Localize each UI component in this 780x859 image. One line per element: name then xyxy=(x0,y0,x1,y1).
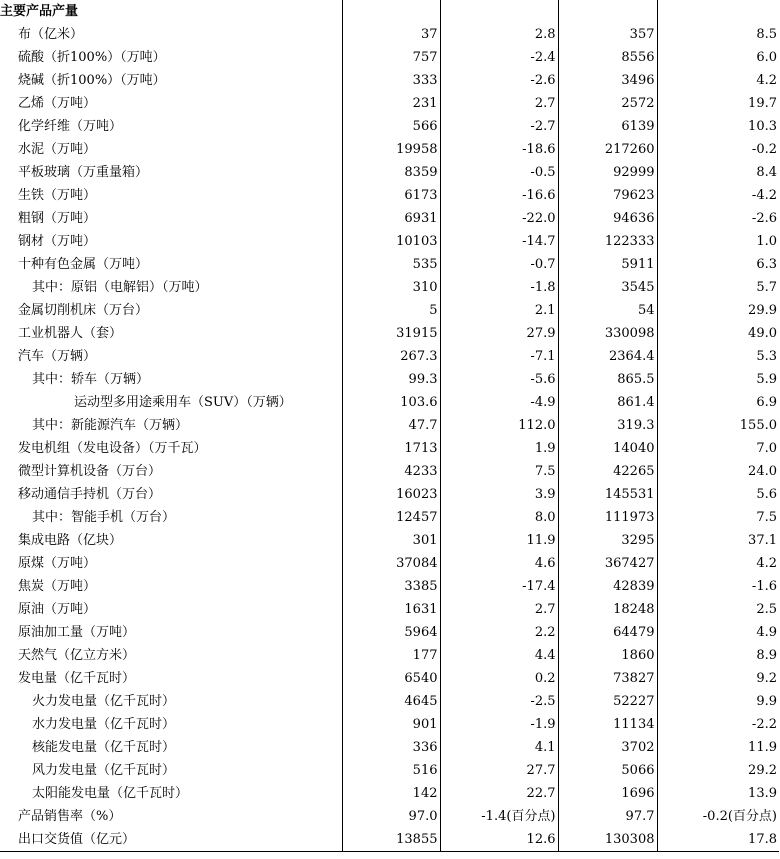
table-row xyxy=(0,345,779,368)
value-cell-col3: 42839 xyxy=(558,575,657,598)
value-cell-col3: 111973 xyxy=(558,506,657,529)
value-cell-col3: 357 xyxy=(558,23,657,46)
product-name-cell: 运动型多用途乘用车（SUV）（万辆） xyxy=(74,395,292,410)
value-cell-col2: 4.4 xyxy=(440,644,558,667)
value-cell-col1: 8359 xyxy=(342,161,440,184)
value-cell-col2: 112.0 xyxy=(440,414,558,437)
table-row xyxy=(0,391,779,414)
value-cell-col4: 4.2 xyxy=(657,552,779,575)
value-cell-col1: 267.3 xyxy=(342,345,440,368)
value-cell-col1: 310 xyxy=(342,276,440,299)
value-cell-col4: 9.2 xyxy=(657,667,779,690)
table-row xyxy=(0,828,779,852)
value-cell-col2: -5.6 xyxy=(440,368,558,391)
value-cell-col4: 37.1 xyxy=(657,529,779,552)
value-cell-col1: 6173 xyxy=(342,184,440,207)
value-cell-col4: 17.8 xyxy=(657,828,779,852)
value-cell-col3: 1860 xyxy=(558,644,657,667)
value-cell-col3: 73827 xyxy=(558,667,657,690)
value-cell-col1: 336 xyxy=(342,736,440,759)
value-cell-col3: 94636 xyxy=(558,207,657,230)
value-cell-col4: 13.9 xyxy=(657,782,779,805)
value-cell-col3: 11134 xyxy=(558,713,657,736)
value-cell-col4: 7.0 xyxy=(657,437,779,460)
table-row xyxy=(0,92,779,115)
table-row xyxy=(0,644,779,667)
table-row xyxy=(0,483,779,506)
value-cell-col4: 6.0 xyxy=(657,46,779,69)
value-cell-col4: -0.2 xyxy=(657,138,779,161)
value-cell-col4: -2.6 xyxy=(657,207,779,230)
value-cell-col4: 5.9 xyxy=(657,368,779,391)
product-name-cell: 水力发电量（亿千瓦时） xyxy=(32,717,176,732)
table-row xyxy=(0,207,779,230)
value-cell-col3: 3545 xyxy=(558,276,657,299)
table-row xyxy=(0,713,779,736)
product-name-cell: 其中：智能手机（万台） xyxy=(32,510,176,525)
product-name-cell: 移动通信手持机（万台） xyxy=(18,487,162,502)
table-row xyxy=(0,69,779,92)
value-cell-col1: 177 xyxy=(342,644,440,667)
empty-cell xyxy=(342,0,440,23)
product-name-cell: 钢材（万吨） xyxy=(18,234,97,249)
table-row xyxy=(0,506,779,529)
value-cell-col2: 8.0 xyxy=(440,506,558,529)
product-name-cell: 出口交货值（亿元） xyxy=(0,828,342,852)
value-cell-col2: 27.9 xyxy=(440,322,558,345)
value-cell-col2: 1.9 xyxy=(440,437,558,460)
value-cell-col4: -1.6 xyxy=(657,575,779,598)
value-cell-col4: -2.2 xyxy=(657,713,779,736)
value-cell-col3: 3702 xyxy=(558,736,657,759)
product-name-cell: 硫酸（折100%）（万吨） xyxy=(18,50,166,65)
value-cell-col1: 4645 xyxy=(342,690,440,713)
value-cell-col2: 3.9 xyxy=(440,483,558,506)
section-header-row xyxy=(0,0,779,23)
value-cell-col2: -7.1 xyxy=(440,345,558,368)
table-row xyxy=(0,805,779,828)
value-cell-col3: 2572 xyxy=(558,92,657,115)
value-cell-col4: 8.5 xyxy=(657,23,779,46)
table-row xyxy=(0,253,779,276)
table-row xyxy=(0,529,779,552)
product-name-cell: 原油（万吨） xyxy=(18,602,97,617)
value-cell-col2: -16.6 xyxy=(440,184,558,207)
value-cell-col3: 5066 xyxy=(558,759,657,782)
value-cell-col3: 217260 xyxy=(558,138,657,161)
empty-cell xyxy=(657,0,779,23)
value-cell-col1: 4233 xyxy=(342,460,440,483)
value-cell-col4: 19.7 xyxy=(657,92,779,115)
value-cell-col4: 4.2 xyxy=(657,69,779,92)
value-cell-col1: 757 xyxy=(342,46,440,69)
value-cell-col3: 130308 xyxy=(558,828,657,852)
value-cell-col3: 5911 xyxy=(558,253,657,276)
value-cell-col3: 2364.4 xyxy=(558,345,657,368)
value-cell-col3: 3295 xyxy=(558,529,657,552)
value-cell-col4: 2.5 xyxy=(657,598,779,621)
table-row xyxy=(0,184,779,207)
value-cell-col1: 516 xyxy=(342,759,440,782)
table-row xyxy=(0,368,779,391)
value-cell-col1: 47.7 xyxy=(342,414,440,437)
table-row xyxy=(0,782,779,805)
value-cell-col1: 13855 xyxy=(342,828,440,852)
value-cell-col1: 6931 xyxy=(342,207,440,230)
table-row xyxy=(0,276,779,299)
product-name-cell: 风力发电量（亿千瓦时） xyxy=(32,763,176,778)
value-cell-col2: 7.5 xyxy=(440,460,558,483)
section-title: 主要产品产量 xyxy=(0,4,79,19)
value-cell-col3: 14040 xyxy=(558,437,657,460)
product-name-cell: 布（亿米） xyxy=(18,27,84,42)
value-cell-col3: 861.4 xyxy=(558,391,657,414)
value-cell-col1: 142 xyxy=(342,782,440,805)
value-cell-col2: -0.5 xyxy=(440,161,558,184)
value-cell-col4: 8.9 xyxy=(657,644,779,667)
table-row xyxy=(0,667,779,690)
value-cell-col4: 7.5 xyxy=(657,506,779,529)
value-cell-col1: 566 xyxy=(342,115,440,138)
value-cell-col3: 18248 xyxy=(558,598,657,621)
value-cell-col1: 37 xyxy=(342,23,440,46)
value-cell-col3: 79623 xyxy=(558,184,657,207)
product-name-cell: 水泥（万吨） xyxy=(18,142,97,157)
table-row xyxy=(0,598,779,621)
value-cell-col3: 54 xyxy=(558,299,657,322)
value-cell-col2: -2.6 xyxy=(440,69,558,92)
value-cell-col3: 367427 xyxy=(558,552,657,575)
table-row xyxy=(0,46,779,69)
value-cell-col4: 9.9 xyxy=(657,690,779,713)
table-row xyxy=(0,414,779,437)
value-cell-col3: 52227 xyxy=(558,690,657,713)
value-cell-col1: 16023 xyxy=(342,483,440,506)
value-cell-col1: 1631 xyxy=(342,598,440,621)
value-cell-col2: 2.7 xyxy=(440,92,558,115)
value-cell-col2: -2.7 xyxy=(440,115,558,138)
value-cell-col4: 5.6 xyxy=(657,483,779,506)
value-cell-col4: 6.9 xyxy=(657,391,779,414)
value-cell-col2: 22.7 xyxy=(440,782,558,805)
value-cell-col3: 319.3 xyxy=(558,414,657,437)
product-name-cell: 微型计算机设备（万台） xyxy=(18,464,162,479)
value-cell-col2: 0.2 xyxy=(440,667,558,690)
table-row xyxy=(0,736,779,759)
value-cell-col4: 10.3 xyxy=(657,115,779,138)
value-cell-col2: 27.7 xyxy=(440,759,558,782)
value-cell-col2: 2.8 xyxy=(440,23,558,46)
table-row xyxy=(0,759,779,782)
value-cell-col2: -18.6 xyxy=(440,138,558,161)
table-row xyxy=(0,690,779,713)
value-cell-col2: -1.4(百分点) xyxy=(440,805,558,828)
value-cell-col1: 535 xyxy=(342,253,440,276)
value-cell-col3: 42265 xyxy=(558,460,657,483)
value-cell-col1: 301 xyxy=(342,529,440,552)
value-cell-col2: -0.7 xyxy=(440,253,558,276)
value-cell-col3: 1696 xyxy=(558,782,657,805)
product-name-cell: 乙烯（万吨） xyxy=(18,96,97,111)
table-row xyxy=(0,621,779,644)
product-name-cell: 其中：新能源汽车（万辆） xyxy=(32,418,189,433)
value-cell-col2: 4.6 xyxy=(440,552,558,575)
value-cell-col4: 29.2 xyxy=(657,759,779,782)
value-cell-col2: -14.7 xyxy=(440,230,558,253)
value-cell-col4: -0.2(百分点) xyxy=(657,805,779,828)
table-row xyxy=(0,23,779,46)
product-name-cell: 原煤（万吨） xyxy=(18,556,97,571)
value-cell-col2: 12.6 xyxy=(440,828,558,852)
product-name-cell: 其中：轿车（万辆） xyxy=(32,372,150,387)
product-name-cell: 化学纤维（万吨） xyxy=(18,119,123,134)
value-cell-col1: 901 xyxy=(342,713,440,736)
value-cell-col3: 92999 xyxy=(558,161,657,184)
table-row xyxy=(0,552,779,575)
product-name-cell: 粗钢（万吨） xyxy=(18,211,97,226)
product-name-cell: 工业机器人（套） xyxy=(18,326,123,341)
value-cell-col4: 29.9 xyxy=(657,299,779,322)
value-cell-col1: 103.6 xyxy=(342,391,440,414)
table-row xyxy=(0,115,779,138)
value-cell-col1: 5964 xyxy=(342,621,440,644)
product-name-cell: 原油加工量（万吨） xyxy=(18,625,136,640)
value-cell-col1: 31915 xyxy=(342,322,440,345)
value-cell-col2: -17.4 xyxy=(440,575,558,598)
product-name-cell: 太阳能发电量（亿千瓦时） xyxy=(32,786,189,801)
product-name-cell: 生铁（万吨） xyxy=(18,188,97,203)
value-cell-col3: 145531 xyxy=(558,483,657,506)
value-cell-col3: 6139 xyxy=(558,115,657,138)
value-cell-col4: 4.9 xyxy=(657,621,779,644)
product-name-cell: 核能发电量（亿千瓦时） xyxy=(32,740,176,755)
value-cell-col4: 8.4 xyxy=(657,161,779,184)
value-cell-col2: 2.7 xyxy=(440,598,558,621)
empty-cell xyxy=(558,0,657,23)
product-name-cell: 烧碱（折100%）（万吨） xyxy=(18,73,166,88)
value-cell-col2: -2.4 xyxy=(440,46,558,69)
table-row xyxy=(0,322,779,345)
product-name-cell: 汽车（万辆） xyxy=(18,349,97,364)
value-cell-col1: 1713 xyxy=(342,437,440,460)
table-row xyxy=(0,161,779,184)
value-cell-col1: 5 xyxy=(342,299,440,322)
value-cell-col1: 12457 xyxy=(342,506,440,529)
value-cell-col1: 3385 xyxy=(342,575,440,598)
value-cell-col2: -2.5 xyxy=(440,690,558,713)
product-name-cell: 其中：原铝（电解铝）（万吨） xyxy=(32,280,208,295)
table-row xyxy=(0,299,779,322)
value-cell-col1: 99.3 xyxy=(342,368,440,391)
value-cell-col4: 49.0 xyxy=(657,322,779,345)
value-cell-col3: 64479 xyxy=(558,621,657,644)
value-cell-col1: 37084 xyxy=(342,552,440,575)
value-cell-col2: -1.9 xyxy=(440,713,558,736)
value-cell-col2: 4.1 xyxy=(440,736,558,759)
value-cell-col3: 8556 xyxy=(558,46,657,69)
product-name-cell: 天然气（亿立方米） xyxy=(18,648,136,663)
value-cell-col1: 19958 xyxy=(342,138,440,161)
product-name-cell: 焦炭（万吨） xyxy=(18,579,97,594)
empty-cell xyxy=(440,0,558,23)
product-name-cell: 产品销售率（%） xyxy=(18,809,122,824)
value-cell-col4: 1.0 xyxy=(657,230,779,253)
value-cell-col3: 97.7 xyxy=(558,805,657,828)
table-row xyxy=(0,230,779,253)
value-cell-col4: 5.3 xyxy=(657,345,779,368)
product-name-cell: 金属切削机床（万台） xyxy=(18,303,149,318)
value-cell-col1: 231 xyxy=(342,92,440,115)
value-cell-col2: -4.9 xyxy=(440,391,558,414)
value-cell-col1: 10103 xyxy=(342,230,440,253)
product-name-cell: 十种有色金属（万吨） xyxy=(18,257,149,272)
product-name-cell: 火力发电量（亿千瓦时） xyxy=(32,694,176,709)
product-name-cell: 发电机组（发电设备）（万千瓦） xyxy=(18,441,207,456)
product-name-cell: 平板玻璃（万重量箱） xyxy=(18,165,149,180)
value-cell-col3: 865.5 xyxy=(558,368,657,391)
value-cell-col2: 2.2 xyxy=(440,621,558,644)
value-cell-col1: 6540 xyxy=(342,667,440,690)
table-row xyxy=(0,575,779,598)
value-cell-col1: 97.0 xyxy=(342,805,440,828)
value-cell-col1: 333 xyxy=(342,69,440,92)
value-cell-col2: 2.1 xyxy=(440,299,558,322)
value-cell-col4: 5.7 xyxy=(657,276,779,299)
product-name-cell: 集成电路（亿块） xyxy=(18,533,123,548)
value-cell-col4: 24.0 xyxy=(657,460,779,483)
value-cell-col4: 11.9 xyxy=(657,736,779,759)
value-cell-col4: 6.3 xyxy=(657,253,779,276)
value-cell-col4: 155.0 xyxy=(657,414,779,437)
table-row xyxy=(0,460,779,483)
value-cell-col3: 122333 xyxy=(558,230,657,253)
value-cell-col2: -22.0 xyxy=(440,207,558,230)
value-cell-col4: -4.2 xyxy=(657,184,779,207)
value-cell-col3: 330098 xyxy=(558,322,657,345)
value-cell-col3: 3496 xyxy=(558,69,657,92)
product-name-cell: 发电量（亿千瓦时） xyxy=(18,671,136,686)
table-row xyxy=(0,437,779,460)
value-cell-col2: 11.9 xyxy=(440,529,558,552)
value-cell-col2: -1.8 xyxy=(440,276,558,299)
table-row xyxy=(0,138,779,161)
